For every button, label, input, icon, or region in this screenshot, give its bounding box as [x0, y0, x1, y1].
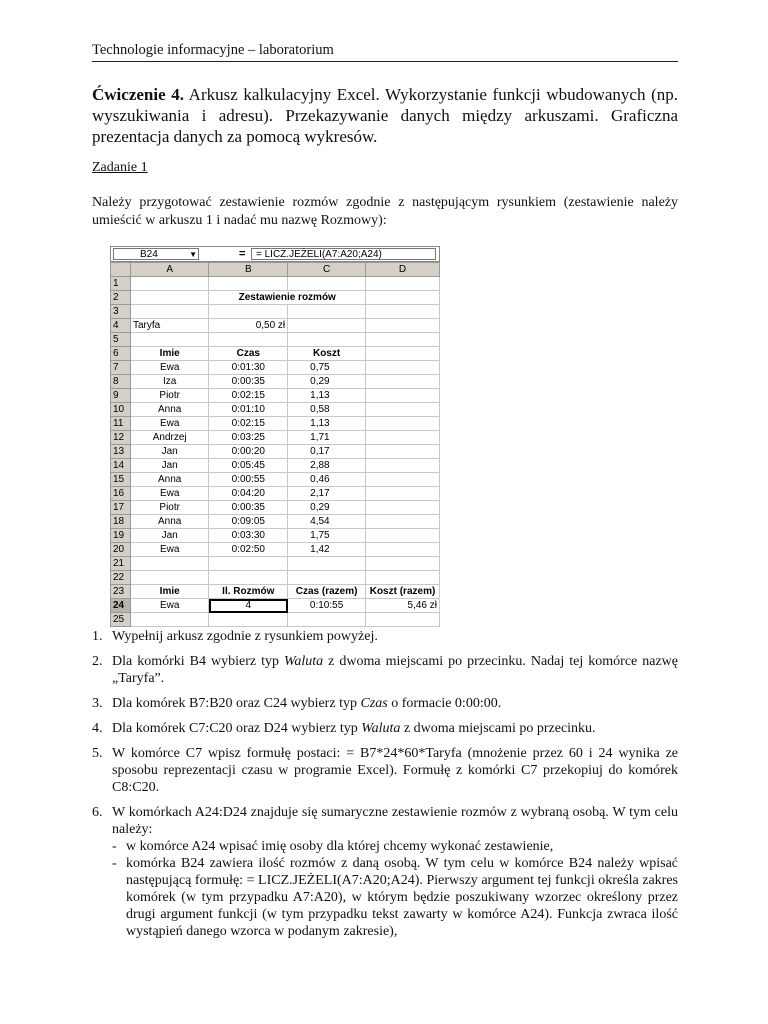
row-header[interactable]: 11: [111, 417, 131, 431]
row-header[interactable]: 1: [111, 277, 131, 291]
sublist-item: [112, 838, 678, 855]
row-header[interactable]: 9: [111, 389, 131, 403]
name-cell[interactable]: Anna: [130, 403, 209, 417]
sheet-row-22: [111, 571, 440, 585]
instruction-4: [92, 720, 678, 737]
time-cell[interactable]: 0:03:30: [209, 529, 288, 543]
cell[interactable]: [209, 277, 288, 291]
cost-cell[interactable]: 1,13: [288, 417, 366, 431]
time-cell[interactable]: 0:01:10: [209, 403, 288, 417]
row-header[interactable]: 10: [111, 403, 131, 417]
instruction-1: [92, 628, 678, 645]
cost-cell[interactable]: 0,58: [288, 403, 366, 417]
cell[interactable]: [366, 319, 440, 333]
cell[interactable]: [366, 403, 440, 417]
time-header-cell[interactable]: Czas: [209, 347, 288, 361]
tariff-label-cell[interactable]: Taryfa: [130, 319, 209, 333]
row-header[interactable]: 2: [111, 291, 131, 305]
instruction-emphasis: Waluta: [361, 721, 401, 736]
instruction-text: W komórkach A24:D24 znajduje się sumaryczne zestawienie rozmów z wybraną osobą. W tym celu należy:: [112, 805, 678, 837]
task-heading: Zadanie 1: [92, 160, 148, 175]
cell[interactable]: [366, 571, 440, 585]
row-header[interactable]: 6: [111, 347, 131, 361]
cell[interactable]: [130, 613, 209, 627]
instruction-list: [92, 628, 678, 948]
cost-cell[interactable]: 0,29: [288, 375, 366, 389]
row-header[interactable]: 4: [111, 319, 131, 333]
data-row: [111, 375, 440, 389]
instruction-5: [92, 745, 678, 796]
cell[interactable]: [366, 361, 440, 375]
cell[interactable]: [209, 333, 288, 347]
cost-cell[interactable]: 2,88: [288, 459, 366, 473]
dash-bullet: -: [112, 839, 117, 854]
sheet-row-24: [111, 599, 440, 613]
cell[interactable]: [366, 305, 440, 319]
instruction-2: [92, 653, 678, 687]
exercise-label: Ćwiczenie 4.: [92, 85, 184, 104]
name-cell[interactable]: Ewa: [130, 361, 209, 375]
cost-cell[interactable]: 0,75: [288, 361, 366, 375]
name-cell[interactable]: Jan: [130, 459, 209, 473]
data-row: [111, 473, 440, 487]
cell[interactable]: [288, 333, 366, 347]
sublist-text: w komórce A24 wpisać imię osoby dla której chcemy wykonać zestawienie,: [126, 839, 554, 854]
name-box[interactable]: [113, 248, 199, 260]
row-header[interactable]: 16: [111, 487, 131, 501]
sheet-row-6: [111, 347, 440, 361]
cell[interactable]: [288, 277, 366, 291]
row-header[interactable]: 20: [111, 543, 131, 557]
row-header[interactable]: 7: [111, 361, 131, 375]
cell[interactable]: [366, 473, 440, 487]
row-header[interactable]: 3: [111, 305, 131, 319]
cell[interactable]: [366, 291, 440, 305]
sheet-row-21: [111, 557, 440, 571]
cell[interactable]: [366, 389, 440, 403]
name-cell[interactable]: Iza: [130, 375, 209, 389]
row-header[interactable]: 17: [111, 501, 131, 515]
summary-time-cell[interactable]: 0:10:55: [288, 599, 366, 613]
data-row: [111, 487, 440, 501]
sublist-text: komórka B24 zawiera ilość rozmów z daną osobą. W tym celu w komórce B24 należy wpisać następującą formułę: = LICZ.JEŻELI(A7:A20;A24). Pierwszy argument tej funkcji określa zakres komórek (w tym przypadku A7:A20), w którym będzie poszukiwany wzorzec określony przez drugi argument funkcji (w tym przypadku tekst zawarty w komórce A24). Funkcja zwraca ilość wystąpień danego wzorca w podanym zakresie),: [126, 856, 678, 939]
data-row: [111, 431, 440, 445]
row-header[interactable]: 23: [111, 585, 131, 599]
time-cell[interactable]: 0:00:35: [209, 375, 288, 389]
dropdown-arrow-icon[interactable]: ▼: [189, 250, 197, 259]
sheet-row-4: [111, 319, 440, 333]
row-header[interactable]: 8: [111, 375, 131, 389]
time-cell[interactable]: 0:09:05: [209, 515, 288, 529]
time-cell[interactable]: 0:04:20: [209, 487, 288, 501]
row-header[interactable]: 24: [111, 599, 131, 613]
row-header[interactable]: 15: [111, 473, 131, 487]
column-header-d[interactable]: D: [366, 263, 440, 277]
instruction-text: Dla komórek C7:C20 oraz D24 wybierz typ: [112, 721, 362, 736]
name-cell[interactable]: Anna: [130, 473, 209, 487]
cell[interactable]: [288, 571, 366, 585]
column-header-a[interactable]: A: [130, 263, 209, 277]
sheet-row-5: [111, 333, 440, 347]
sublist-item: [112, 855, 678, 940]
sheet-row-2: [111, 291, 440, 305]
instruction-number: 3.: [92, 696, 103, 711]
data-row: [111, 501, 440, 515]
cell[interactable]: [366, 417, 440, 431]
name-cell[interactable]: Ewa: [130, 417, 209, 431]
column-header-b[interactable]: B: [209, 263, 288, 277]
cost-cell[interactable]: 0,46: [288, 473, 366, 487]
tariff-value-cell[interactable]: 0,50 zł: [209, 319, 288, 333]
time-cell[interactable]: 0:01:30: [209, 361, 288, 375]
instruction-text: o formacie 0:00:00.: [387, 696, 502, 711]
cell[interactable]: [366, 501, 440, 515]
cell[interactable]: [288, 319, 366, 333]
name-cell[interactable]: Ewa: [130, 543, 209, 557]
cell[interactable]: [130, 305, 209, 319]
row-header[interactable]: 5: [111, 333, 131, 347]
cost-header-cell[interactable]: Koszt: [288, 347, 366, 361]
instruction-text: z dwoma miejscami po przecinku.: [400, 721, 596, 736]
time-cell[interactable]: 0:02:50: [209, 543, 288, 557]
name-header-cell[interactable]: Imie: [130, 347, 209, 361]
cost-cell[interactable]: 1,75: [288, 529, 366, 543]
row-header[interactable]: 14: [111, 459, 131, 473]
sheet-title-cell[interactable]: Zestawienie rozmów: [209, 291, 366, 305]
spreadsheet-screenshot: [110, 246, 440, 625]
row-header[interactable]: 25: [111, 613, 131, 627]
summary-cost-header[interactable]: Koszt (razem): [366, 585, 440, 599]
cell[interactable]: [366, 459, 440, 473]
instruction-text: Dla komórki B4 wybierz typ: [112, 654, 284, 669]
intro-paragraph: Należy przygotować zestawienie rozmów zgodnie z następującym rysunkiem (zestawienie należy umieścić w arkuszu 1 i nadać mu nazwę Rozmowy):: [92, 195, 678, 228]
cell[interactable]: [366, 431, 440, 445]
name-cell[interactable]: Jan: [130, 529, 209, 543]
cell[interactable]: [366, 515, 440, 529]
cell[interactable]: [366, 347, 440, 361]
instruction-text: W komórce C7 wpisz formułę postaci: = B7*24*60*Taryfa (mnożenie przez 60 i 24 wynika ze sposobu reprezentacji czasu w programie Excel). Formułę z komórki C7 przekopiuj do komórek C8:C20.: [112, 746, 678, 795]
cell[interactable]: [288, 305, 366, 319]
cost-cell[interactable]: 0,17: [288, 445, 366, 459]
name-cell[interactable]: Piotr: [130, 389, 209, 403]
cell[interactable]: [288, 613, 366, 627]
cost-cell[interactable]: 1,71: [288, 431, 366, 445]
row-header[interactable]: 21: [111, 557, 131, 571]
time-cell[interactable]: 0:00:35: [209, 501, 288, 515]
summary-calls-header[interactable]: Il. Rozmów: [209, 585, 288, 599]
cost-cell[interactable]: 4,54: [288, 515, 366, 529]
cell[interactable]: [366, 445, 440, 459]
data-row: [111, 389, 440, 403]
instruction-number: 2.: [92, 654, 103, 669]
summary-calls-cell-selected[interactable]: 4: [209, 599, 288, 613]
data-row: [111, 417, 440, 431]
column-header-c[interactable]: C: [288, 263, 366, 277]
summary-cost-cell[interactable]: 5,46 zł: [366, 599, 440, 613]
cell[interactable]: [366, 277, 440, 291]
cost-cell[interactable]: 1,13: [288, 389, 366, 403]
name-cell[interactable]: Ewa: [130, 487, 209, 501]
running-header: Technologie informacyjne – laboratorium: [92, 42, 678, 62]
instruction-emphasis: Waluta: [284, 654, 324, 669]
cell[interactable]: [366, 613, 440, 627]
data-row: [111, 403, 440, 417]
data-row: [111, 515, 440, 529]
dash-bullet: -: [112, 856, 117, 871]
time-cell[interactable]: 0:00:55: [209, 473, 288, 487]
name-cell[interactable]: Jan: [130, 445, 209, 459]
sheet-grid: [110, 262, 440, 627]
summary-name-cell[interactable]: Ewa: [130, 599, 209, 613]
cell[interactable]: [366, 543, 440, 557]
cell[interactable]: [366, 487, 440, 501]
cell[interactable]: [209, 305, 288, 319]
formula-input[interactable]: = LICZ.JEŻELI(A7:A20;A24): [251, 248, 436, 260]
instruction-text: Dla komórek B7:B20 oraz C24 wybierz typ: [112, 696, 361, 711]
instruction-number: 5.: [92, 746, 103, 761]
name-cell[interactable]: Anna: [130, 515, 209, 529]
cell[interactable]: [366, 557, 440, 571]
name-box-value: B24: [140, 249, 158, 260]
cell[interactable]: [288, 557, 366, 571]
exercise-title-text: Arkusz kalkulacyjny Excel. Wykorzystanie funkcji wbudowanych (np. wyszukiwania i adresu). Przekazywanie danych między arkuszami. Graficzna prezentacja danych za pomocą wykresów.: [92, 85, 678, 146]
formula-bar: [110, 246, 440, 262]
column-header-row: [111, 263, 440, 277]
time-cell[interactable]: 0:03:25: [209, 431, 288, 445]
instruction-3: [92, 695, 678, 712]
instruction-number: 6.: [92, 805, 103, 820]
exercise-title: [92, 84, 678, 147]
cell[interactable]: [130, 291, 209, 305]
sheet-row-3: [111, 305, 440, 319]
time-cell[interactable]: 0:05:45: [209, 459, 288, 473]
cell[interactable]: [366, 333, 440, 347]
data-row: [111, 543, 440, 557]
row-header[interactable]: 18: [111, 515, 131, 529]
cell[interactable]: [209, 557, 288, 571]
summary-time-header[interactable]: Czas (razem): [288, 585, 366, 599]
row-header[interactable]: 19: [111, 529, 131, 543]
cell[interactable]: [209, 613, 288, 627]
sheet-row-23: [111, 585, 440, 599]
select-all-corner[interactable]: [111, 263, 131, 277]
instruction-text: Wypełnij arkusz zgodnie z rysunkiem powyżej.: [112, 629, 378, 644]
row-header[interactable]: 12: [111, 431, 131, 445]
instruction-6: [92, 804, 678, 940]
time-cell[interactable]: 0:00:20: [209, 445, 288, 459]
time-cell[interactable]: 0:02:15: [209, 389, 288, 403]
cell[interactable]: [130, 333, 209, 347]
cell[interactable]: [130, 571, 209, 585]
instruction-emphasis: Czas: [360, 696, 388, 711]
cost-cell[interactable]: 1,42: [288, 543, 366, 557]
data-row: [111, 361, 440, 375]
data-row: [111, 459, 440, 473]
cost-cell[interactable]: 0,29: [288, 501, 366, 515]
cell[interactable]: [366, 375, 440, 389]
sheet-row-1: [111, 277, 440, 291]
name-cell[interactable]: Andrzej: [130, 431, 209, 445]
instruction-text: z dwoma miejscami po przecinku. Nadaj tej komórce nazwę „Taryfa”.: [112, 654, 678, 686]
cell[interactable]: [130, 277, 209, 291]
row-header[interactable]: 13: [111, 445, 131, 459]
cell[interactable]: [209, 571, 288, 585]
summary-name-header[interactable]: Imie: [130, 585, 209, 599]
instruction-number: 4.: [92, 721, 103, 736]
instruction-sublist: [112, 838, 678, 940]
data-row: [111, 529, 440, 543]
cost-cell[interactable]: 2,17: [288, 487, 366, 501]
cell[interactable]: [366, 529, 440, 543]
data-row: [111, 445, 440, 459]
name-cell[interactable]: Piotr: [130, 501, 209, 515]
instruction-number: 1.: [92, 629, 103, 644]
time-cell[interactable]: 0:02:15: [209, 417, 288, 431]
sheet-row-25: [111, 613, 440, 627]
formula-equals-button[interactable]: =: [239, 248, 246, 260]
row-header[interactable]: 22: [111, 571, 131, 585]
cell[interactable]: [130, 557, 209, 571]
